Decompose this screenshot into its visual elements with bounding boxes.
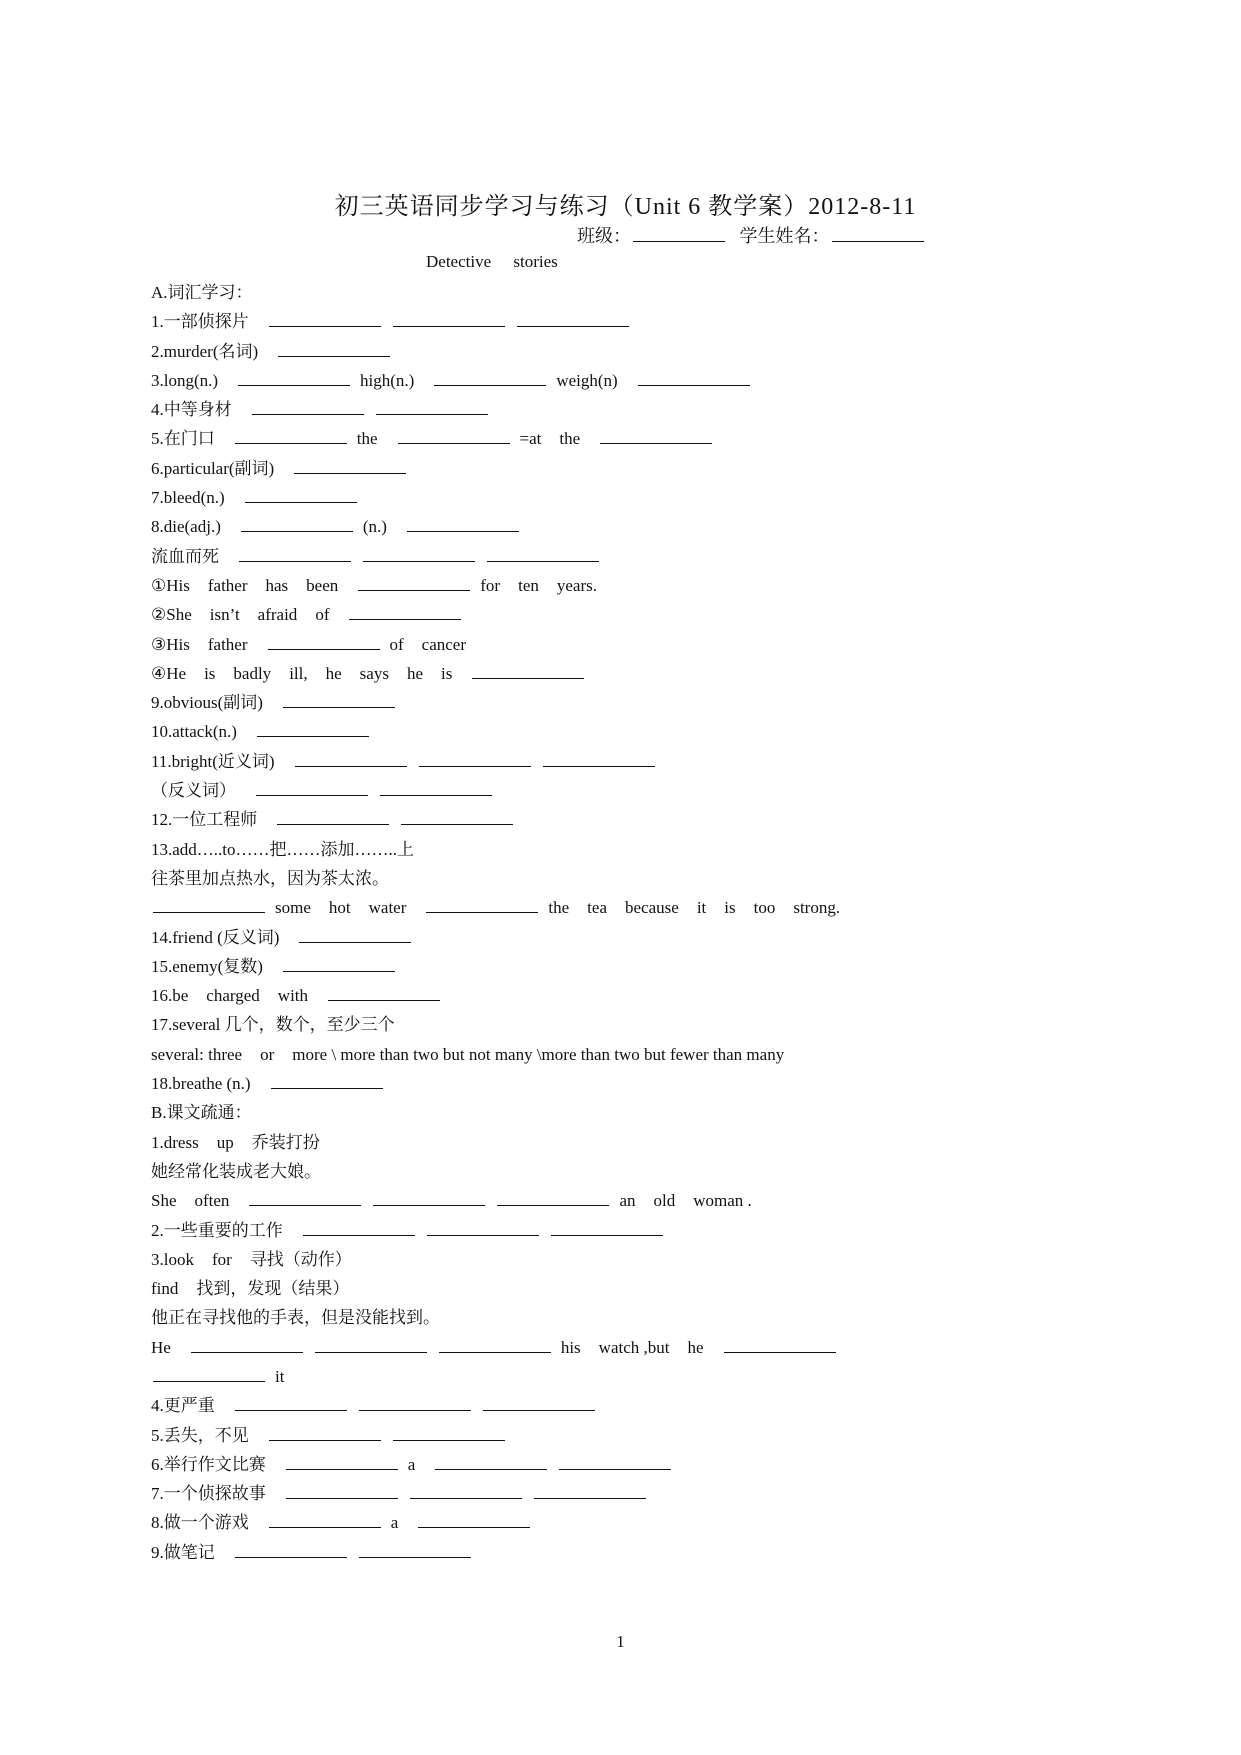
line-text: because <box>625 898 679 918</box>
line-text: or <box>260 1044 275 1064</box>
worksheet-line <box>151 1421 1151 1450</box>
answer-blank[interactable] <box>358 576 470 591</box>
line-text: 流血而死 <box>151 546 219 566</box>
line-text: ①His <box>151 575 190 595</box>
worksheet-line <box>151 1274 1151 1303</box>
student-name-label: 学生姓名： <box>739 226 830 246</box>
worksheet-line <box>151 688 1151 717</box>
line-text: 14.friend (反义词) <box>151 927 280 947</box>
answer-blank[interactable] <box>380 781 492 796</box>
class-label: 班级： <box>577 226 631 246</box>
worksheet-line <box>151 1333 1151 1362</box>
answer-blank[interactable] <box>410 1484 522 1499</box>
answer-blank[interactable] <box>235 1543 347 1558</box>
line-text: She <box>151 1191 177 1211</box>
line-text: 他正在寻找他的手表，但是没能找到。 <box>151 1308 440 1328</box>
line-text: some <box>275 898 311 918</box>
worksheet-line <box>151 1040 1151 1069</box>
answer-blank[interactable] <box>241 517 353 532</box>
line-text: 8.die(adj.) <box>151 517 221 537</box>
line-text: 5.丢失，不见 <box>151 1425 249 1445</box>
worksheet-line <box>151 1391 1151 1420</box>
worksheet-line <box>151 512 1151 541</box>
answer-blank[interactable] <box>517 312 629 327</box>
answer-blank[interactable] <box>153 1367 265 1382</box>
worksheet-line <box>151 483 1151 512</box>
worksheet-line <box>151 571 1151 600</box>
answer-blank[interactable] <box>191 1338 303 1353</box>
line-text: 15.enemy(复数) <box>151 956 263 976</box>
answer-blank[interactable] <box>328 986 440 1001</box>
line-text: of <box>315 605 330 625</box>
page-number: 1 <box>616 1632 625 1651</box>
answer-blank[interactable] <box>269 1426 381 1441</box>
line-text: 7.bleed(n.) <box>151 488 225 508</box>
line-text: father <box>207 634 248 654</box>
line-text: the <box>559 429 581 449</box>
line-text: old <box>653 1191 676 1211</box>
answer-blank[interactable] <box>472 664 584 679</box>
line-text: his <box>560 1337 581 1357</box>
line-text: 17.several 几个，数个，至少三个 <box>151 1015 395 1035</box>
worksheet-line <box>151 1216 1151 1245</box>
line-text: find <box>151 1279 179 1299</box>
answer-blank[interactable] <box>376 400 488 415</box>
answer-blank[interactable] <box>278 342 390 357</box>
worksheet-line <box>151 1245 1151 1274</box>
line-text: has <box>265 575 289 595</box>
answer-blank[interactable] <box>315 1338 427 1353</box>
line-text: 8.做一个游戏 <box>151 1513 249 1533</box>
answer-blank[interactable] <box>401 810 513 825</box>
line-text: water <box>368 898 407 918</box>
answer-blank[interactable] <box>439 1338 551 1353</box>
line-text: the <box>356 429 378 449</box>
worksheet-line <box>151 307 1151 336</box>
worksheet-line <box>151 747 1151 776</box>
answer-blank[interactable] <box>268 635 380 650</box>
worksheet-line <box>151 1479 1151 1508</box>
line-text: 10.attack(n.) <box>151 722 237 742</box>
worksheet-line <box>151 542 1151 571</box>
line-text: 4.中等身材 <box>151 400 232 420</box>
line-text: he <box>687 1337 704 1357</box>
line-text: 2.murder(名词) <box>151 341 259 361</box>
line-text: 12.一位工程师 <box>151 810 258 830</box>
worksheet-line <box>151 1157 1151 1186</box>
worksheet-line <box>151 805 1151 834</box>
answer-blank[interactable] <box>153 898 265 913</box>
line-text: 1.一部侦探片 <box>151 312 249 332</box>
worksheet-line <box>151 278 1151 307</box>
line-text: too <box>753 898 776 918</box>
worksheet-line <box>151 1450 1151 1479</box>
line-text: often <box>194 1191 230 1211</box>
subtitle <box>426 252 558 272</box>
line-text: weigh(n) <box>556 370 618 390</box>
line-text: 找到，发现（结果） <box>196 1279 350 1299</box>
line-text: 18.breathe (n.) <box>151 1074 251 1094</box>
worksheet-line <box>151 835 1151 864</box>
line-text: ④He <box>151 663 187 683</box>
line-text: been <box>306 575 339 595</box>
line-text: 9.obvious(副词) <box>151 693 263 713</box>
line-text: up <box>216 1132 234 1152</box>
line-text: strong. <box>793 898 841 918</box>
answer-blank[interactable] <box>419 752 531 767</box>
line-text: 16.be <box>151 986 189 1006</box>
line-text: is <box>440 663 453 683</box>
answer-blank[interactable] <box>303 1221 415 1236</box>
answer-blank[interactable] <box>257 722 369 737</box>
worksheet-line <box>151 630 1151 659</box>
line-text: hot <box>328 898 351 918</box>
line-text: 6.particular(副词) <box>151 458 275 478</box>
worksheet-body <box>151 278 1151 1567</box>
line-text: it <box>275 1366 285 1386</box>
line-text: 13.add…..to……把……添加……..上 <box>151 839 415 859</box>
worksheet-line <box>151 776 1151 805</box>
line-text: badly <box>233 663 272 683</box>
answer-blank[interactable] <box>559 1455 671 1470</box>
line-text: 3.long(n.) <box>151 370 219 390</box>
answer-blank[interactable] <box>277 810 389 825</box>
answer-blank[interactable] <box>359 1396 471 1411</box>
line-text: a <box>407 1454 416 1474</box>
worksheet-line <box>151 864 1151 893</box>
line-text: 7.一个侦探故事 <box>151 1484 266 1504</box>
line-text: father <box>207 575 248 595</box>
answer-blank[interactable] <box>249 1191 361 1206</box>
answer-blank[interactable] <box>283 693 395 708</box>
answer-blank[interactable] <box>363 547 475 562</box>
line-text: more \ more than two but not many \more than two but fewer than many <box>292 1044 785 1064</box>
line-text: =at <box>519 429 542 449</box>
worksheet-line <box>151 1362 1151 1391</box>
worksheet-line <box>151 366 1151 395</box>
line-text: an <box>619 1191 636 1211</box>
line-text: (n.) <box>362 517 387 537</box>
line-text: he <box>406 663 423 683</box>
line-text: with <box>277 986 309 1006</box>
answer-blank[interactable] <box>407 517 519 532</box>
answer-blank[interactable] <box>393 1426 505 1441</box>
line-text: afraid <box>257 605 298 625</box>
line-text: 4.更严重 <box>151 1396 215 1416</box>
worksheet-line <box>151 659 1151 688</box>
line-text: B.课文疏通： <box>151 1103 252 1123</box>
line-text: 5.在门口 <box>151 429 215 449</box>
worksheet-line <box>151 1010 1151 1039</box>
line-text: several: three <box>151 1044 243 1064</box>
answer-blank[interactable] <box>418 1513 530 1528</box>
line-text: 她经常化装成老大娘。 <box>151 1161 321 1181</box>
answer-blank[interactable] <box>600 429 712 444</box>
answer-blank[interactable] <box>487 547 599 562</box>
worksheet-line <box>151 1186 1151 1215</box>
worksheet-line <box>151 1128 1151 1157</box>
answer-blank[interactable] <box>427 1221 539 1236</box>
line-text: years. <box>556 575 597 595</box>
answer-blank[interactable] <box>269 1513 381 1528</box>
class-name-line <box>577 222 934 248</box>
line-text: ill, <box>289 663 308 683</box>
line-text: a <box>390 1513 399 1533</box>
student-name-blank[interactable] <box>832 227 924 242</box>
line-text: 寻找（动作） <box>249 1249 352 1269</box>
line-text: woman . <box>693 1191 752 1211</box>
answer-blank[interactable] <box>239 547 351 562</box>
answer-blank[interactable] <box>638 371 750 386</box>
answer-blank[interactable] <box>373 1191 485 1206</box>
answer-blank[interactable] <box>286 1484 398 1499</box>
class-blank[interactable] <box>633 227 725 242</box>
answer-blank[interactable] <box>551 1221 663 1236</box>
answer-blank[interactable] <box>269 312 381 327</box>
answer-blank[interactable] <box>256 781 368 796</box>
line-text: 9.做笔记 <box>151 1542 215 1562</box>
worksheet-line <box>151 1069 1151 1098</box>
line-text: watch ,but <box>598 1337 670 1357</box>
line-text: the <box>548 898 570 918</box>
subtitle-word: Detective <box>426 252 492 271</box>
line-text: he <box>325 663 342 683</box>
line-text: 2.一些重要的工作 <box>151 1220 283 1240</box>
answer-blank[interactable] <box>543 752 655 767</box>
answer-blank[interactable] <box>295 752 407 767</box>
line-text: 11.bright(近义词) <box>151 751 275 771</box>
line-text: ②She <box>151 605 192 625</box>
line-text: is <box>724 898 736 918</box>
line-text: says <box>359 663 389 683</box>
line-text: of <box>389 634 404 654</box>
line-text: A.词汇学习： <box>151 283 253 302</box>
line-text: 6.举行作文比赛 <box>151 1454 266 1474</box>
line-text: tea <box>587 898 607 918</box>
worksheet-line <box>151 717 1151 746</box>
answer-blank[interactable] <box>283 957 395 972</box>
worksheet-line <box>151 952 1151 981</box>
answer-blank[interactable] <box>497 1191 609 1206</box>
worksheet-line <box>151 1303 1151 1332</box>
answer-blank[interactable] <box>235 429 347 444</box>
line-text: for <box>480 575 501 595</box>
answer-blank[interactable] <box>271 1074 383 1089</box>
answer-blank[interactable] <box>434 371 546 386</box>
answer-blank[interactable] <box>286 1455 398 1470</box>
line-text: isn’t <box>209 605 240 625</box>
answer-blank[interactable] <box>238 371 350 386</box>
answer-blank[interactable] <box>398 429 510 444</box>
worksheet-line <box>151 1098 1151 1127</box>
answer-blank[interactable] <box>724 1338 836 1353</box>
answer-blank[interactable] <box>235 1396 347 1411</box>
worksheet-line <box>151 395 1151 424</box>
line-text: 3.look <box>151 1249 194 1269</box>
answer-blank[interactable] <box>393 312 505 327</box>
line-text: charged <box>206 986 260 1006</box>
line-text: ten <box>518 575 539 595</box>
line-text: He <box>151 1337 171 1357</box>
answer-blank[interactable] <box>299 928 411 943</box>
line-text: （反义词） <box>151 781 236 801</box>
worksheet-line <box>151 1508 1151 1537</box>
subtitle-word: stories <box>513 252 558 271</box>
answer-blank[interactable] <box>252 400 364 415</box>
answer-blank[interactable] <box>349 605 461 620</box>
answer-blank[interactable] <box>294 459 406 474</box>
line-text: 往茶里加点热水，因为茶太浓。 <box>151 868 389 888</box>
answer-blank[interactable] <box>483 1396 595 1411</box>
line-text: high(n.) <box>360 370 415 390</box>
worksheet-line <box>151 337 1151 366</box>
worksheet-line <box>151 424 1151 453</box>
page-title: 初三英语同步学习与练习（Unit 6 教学案）2012-8-11 <box>334 194 917 220</box>
worksheet-line <box>151 923 1151 952</box>
line-text: it <box>696 898 707 918</box>
answer-blank[interactable] <box>435 1455 547 1470</box>
answer-blank[interactable] <box>426 898 538 913</box>
worksheet-line <box>151 600 1151 629</box>
answer-blank[interactable] <box>245 488 357 503</box>
line-text: 1.dress <box>151 1132 199 1152</box>
worksheet-line <box>151 1538 1151 1567</box>
worksheet-line <box>151 981 1151 1010</box>
line-text: is <box>204 663 216 683</box>
line-text: 乔装打扮 <box>251 1132 320 1152</box>
line-text: for <box>211 1249 232 1269</box>
worksheet-line <box>151 454 1151 483</box>
line-text: ③His <box>151 634 190 654</box>
worksheet-line <box>151 893 1151 922</box>
answer-blank[interactable] <box>359 1543 471 1558</box>
answer-blank[interactable] <box>534 1484 646 1499</box>
line-text: cancer <box>421 634 467 654</box>
